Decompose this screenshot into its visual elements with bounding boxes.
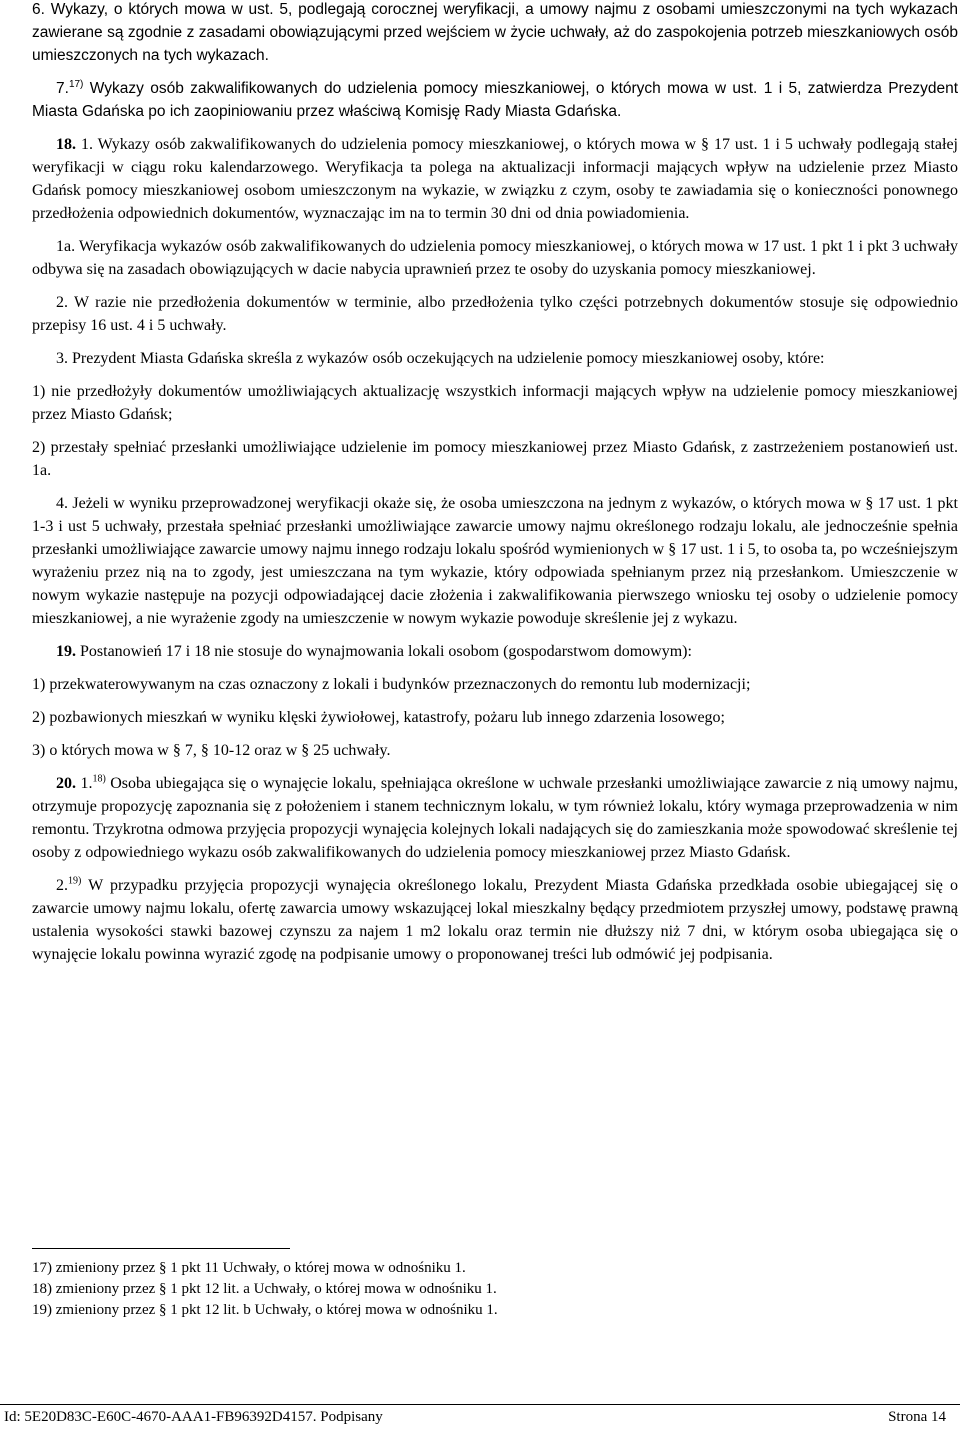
section-18-heading: 18. bbox=[56, 136, 81, 153]
section-18-3-item-2: 2) przestały spełniać przesłanki umożliwiające udzielenie im pomocy mieszkaniowej przez Miasto Gdańsk, z zastrzeżeniem postanowień ust. 1a. bbox=[32, 439, 958, 479]
section-20-1: 20. 1.$^{18)}$ Osoba ubiegająca się o wynajęcie lokalu, spełniająca określone w uchwale przesłanki umożliwiające zawarcie z nią umowy najmu, otrzymuje propozycję zapoznania się z położeniem i stanem technicznym lokalu, w tym również lokalu, który wymaga przeprowadzenia w nim remontu. Trzykrotna odmowa przyjęcia propozycji wynajęcia kolejnych lokali nadających się do zamieszkania może spowodować skreślenie tej osoby z odpowiedniego wykazu osób zakwalifikowanych do udzielenia pomocy mieszkaniowej przez Miasto Gdańsk. bbox=[32, 773, 959, 861]
paragraph-7: 7.$^{17)}$ Wykazy osób zakwalifikowanych do udzielenia pomocy mieszkaniowej, o których mowa w ust. 1 i 5, zatwierdza Prezydent Miasta Gdańska po ich zaopiniowaniu przez właściwą Komisję Rady Miasta Gdańska. bbox=[32, 78, 958, 120]
section-18-1: 18. 1. Wykazy osób zakwalifikowanych do udzielenia pomocy mieszkaniowej, o których mowa w § 17 ust. 1 i 5 uchwały podlegają stałej weryfikacji w ciągu roku kalendarzowego. Weryfikacja ta polega na aktualizacji informacji mających wpływ na udzielenie przez Miasto Gdańsk pomocy mieszkaniowej osobom umieszczonym na wykazie, w związku z czym, osoby te zawiadamia się o konieczności ponownego przedłożenia odpowiednich dokumentów, wyznaczając im na to termin 30 dni od dnia powiadomienia. bbox=[32, 136, 959, 222]
section-20-2: 2.$^{19)}$ W przypadku przyjęcia propozycji wynajęcia określonego lokalu, Prezydent Miasta Gdańska przedkłada osobie ubiegającej się o zawarcie umowy najmu lokalu, ofertę zawarcia umowy wskazującej lokal mieszkalny będący przedmiotem przyszłej umowy, podstawę prawną ustalenia wysokości stawki bazowej czynszu za najem 1 m2 lokalu oraz termin nie dłuższy niż 7 dni, w którym osoba ubiegająca się o wynajęcie lokalu powinna wyrazić zgodę na podpisanie umowy o proponowanej treści lub odmówić jej podpisania. bbox=[32, 875, 958, 963]
page-footer bbox=[0, 1404, 960, 1429]
document-body bbox=[32, 0, 958, 976]
section-19: 19. Postanowień 17 i 18 nie stosuje do wynajmowania lokali osobom (gospodarstwom domowym): bbox=[56, 643, 692, 660]
section-18-3-item-1: 1) nie przedłożyły dokumentów umożliwiających aktualizację wszystkich informacji mających wpływ na udzielenie pomocy mieszkaniowej przez Miasto Gdańsk; bbox=[32, 383, 958, 423]
footnote-ref-19: 19) bbox=[68, 875, 82, 887]
footnote-17: 17) zmieniony przez § 1 pkt 11 Uchwały, o której mowa w odnośniku 1. bbox=[32, 1260, 466, 1276]
paragraph-6: 6. Wykazy, o których mowa w ust. 5, podlegają corocznej weryfikacji, a umowy najmu z osobami umieszczonymi na tych wykazach zawierane są zgodnie z zasadami obowiązującymi przed wejściem w życie uchwały, aż do zaspokojenia potrzeb mieszkaniowych osób umieszczonych na tych wykazach. bbox=[32, 1, 958, 64]
footnote-divider bbox=[32, 1248, 290, 1249]
document-id: Id: 5E20D83C-E60C-4670-AAA1-FB96392D4157. Podpisany bbox=[4, 1409, 383, 1425]
footnotes bbox=[32, 1258, 932, 1321]
footnote-ref-17: 17) bbox=[68, 78, 84, 90]
section-18-2: 2. W razie nie przedłożenia dokumentów w terminie, albo przedłożenia tylko części potrzebnych dokumentów stosuje się odpowiednio przepisy 16 ust. 4 i 5 uchwały. bbox=[32, 294, 958, 334]
section-19-item-2: 2) pozbawionych mieszkań w wyniku klęski żywiołowej, katastrofy, pożaru lub innego zdarzenia losowego; bbox=[32, 709, 725, 726]
section-20-heading: 20. bbox=[56, 775, 81, 792]
section-19-heading: 19. bbox=[56, 643, 80, 660]
section-18-1a: 1a. Weryfikacja wykazów osób zakwalifikowanych do udzielenia pomocy mieszkaniowej, o których mowa w 17 ust. 1 pkt 1 i pkt 3 uchwały odbywa się na zasadach obowiązujących w dacie nabycia uprawnień przez te osoby do uzyskania pomocy mieszkaniowej. bbox=[32, 238, 958, 278]
section-18-4: 4. Jeżeli w wyniku przeprowadzonej weryfikacji okaże się, że osoba umieszczona na jednym z wykazów, o których mowa w § 17 ust. 1 pkt 1-3 i ust 5 uchwały, przestała spełniać przesłanki umożliwiające zawarcie umowy najmu określonego rodzaju lokalu, ale jednocześnie spełnia przesłanki umożliwiające zawarcie umowy najmu innego rodzaju lokalu spośród wymienionych w § 17 ust. 1 i 5, to osoba ta, po wcześniejszym wyrażeniu przez nią na to zgody, jest umieszczana na tym wykazie, który odpowiada spełnianym przez nią przesłankom. Umieszczenie w nowym wykazie następuje na pozycji odpowiadającej dacie złożenia i zakwalifikowania pierwszego wniosku tej osoby o udzielenie pomocy mieszkaniowej, a nie wyrażenie zgody na umieszczenie w nowym wykazie powoduje skreślenie jej z wykazu. bbox=[32, 495, 958, 627]
footnote-ref-18: 18) bbox=[92, 773, 106, 785]
section-18-3: 3. Prezydent Miasta Gdańska skreśla z wykazów osób oczekujących na udzielenie pomocy mieszkaniowej osoby, które: bbox=[56, 350, 825, 367]
page-number: Strona 14 bbox=[888, 1409, 946, 1425]
footnote-18: 18) zmieniony przez § 1 pkt 12 lit. a Uchwały, o której mowa w odnośniku 1. bbox=[32, 1281, 497, 1297]
footnote-19: 19) zmieniony przez § 1 pkt 12 lit. b Uchwały, o której mowa w odnośniku 1. bbox=[32, 1302, 498, 1318]
section-19-item-1: 1) przekwaterowywanym na czas oznaczony z lokali i budynków przeznaczonych do remontu lub modernizacji; bbox=[32, 676, 751, 693]
section-19-item-3: 3) o których mowa w § 7, § 10-12 oraz w § 25 uchwały. bbox=[32, 742, 391, 759]
